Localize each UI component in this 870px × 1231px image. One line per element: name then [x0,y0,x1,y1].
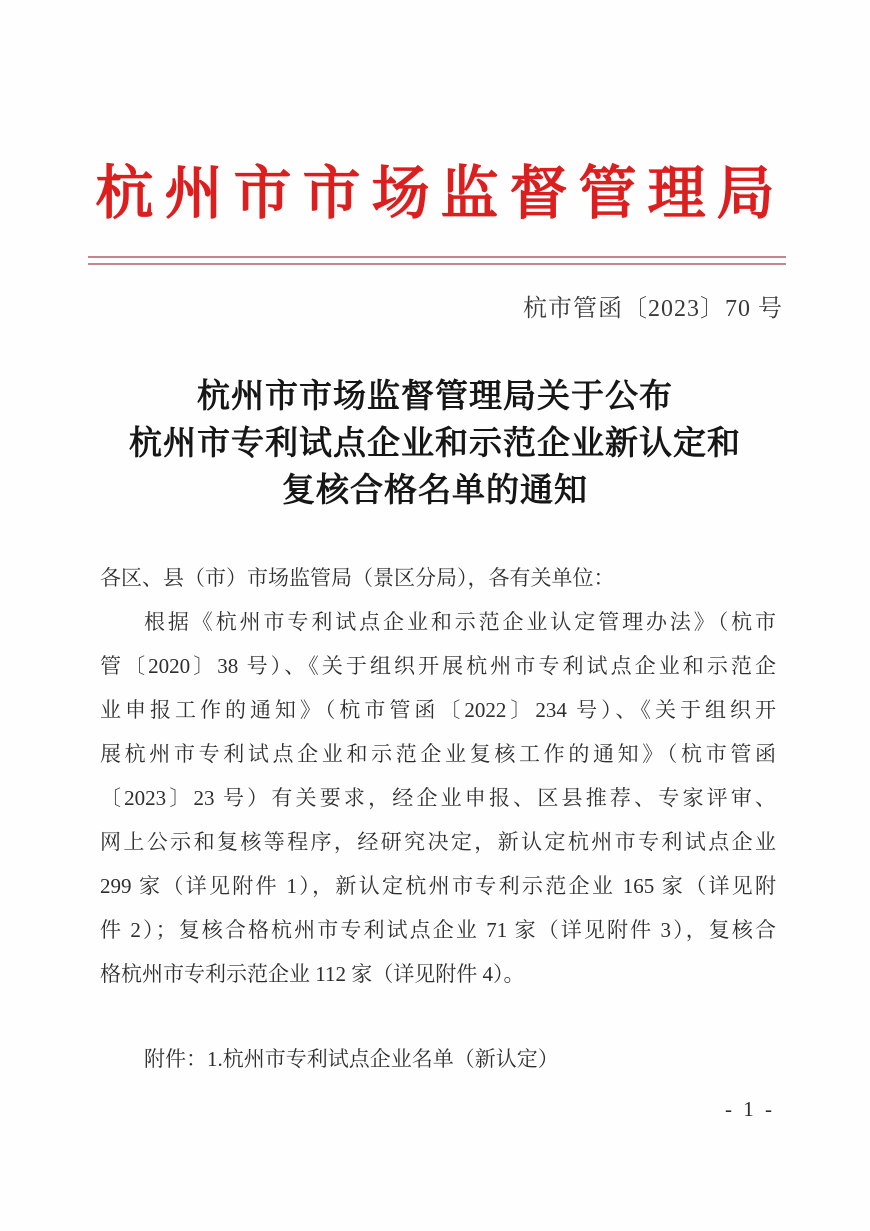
addressee-line: 各区、县（市）市场监管局（景区分局），各有关单位： [100,566,615,590]
body-line-2: 管〔2020〕38 号）、《关于组织开展杭州市专利试点企业和示范企 [100,654,776,678]
body-line-3: 业申报工作的通知》（杭市管函〔2022〕234 号）、《关于组织开 [100,698,776,722]
notice-title [0,374,870,515]
body-line-4: 展杭州市专利试点企业和示范企业复核工作的通知》（杭市管函 [100,742,776,766]
notice-title-line-2: 杭州市专利试点企业和示范企业新认定和 [129,426,741,462]
page-number: - 1 - [725,1097,775,1121]
agency-header-title: 杭州市市场监督管理局 [95,161,786,226]
body-line-1: 根据《杭州市专利试点企业和示范企业认定管理办法》（杭市 [144,610,776,634]
attachment-line: 附件：1.杭州市专利试点企业名单（新认定） [144,1047,559,1071]
notice-title-line-1: 杭州市市场监督管理局关于公布 [197,379,673,415]
body-line-8: 件 2）；复核合格杭州市专利试点企业 71 家（详见附件 3），复核合 [100,918,776,942]
body-line-6: 网上公示和复核等程序，经研究决定，新认定杭州市专利试点企业 [100,830,776,854]
body-line-9: 格杭州市专利示范企业 112 家（详见附件 4）。 [100,962,525,986]
body-line-5: 〔2023〕23 号）有关要求，经企业申报、区县推荐、专家评审、 [100,786,776,810]
red-divider-line [88,256,786,265]
doc-reference-number: 杭市管函〔2023〕70 号 [523,296,783,322]
notice-title-line-3: 复核合格名单的通知 [282,473,588,509]
body-line-7: 299 家（详见附件 1），新认定杭州市专利示范企业 165 家（详见附 [100,874,776,898]
body-text [100,556,776,996]
